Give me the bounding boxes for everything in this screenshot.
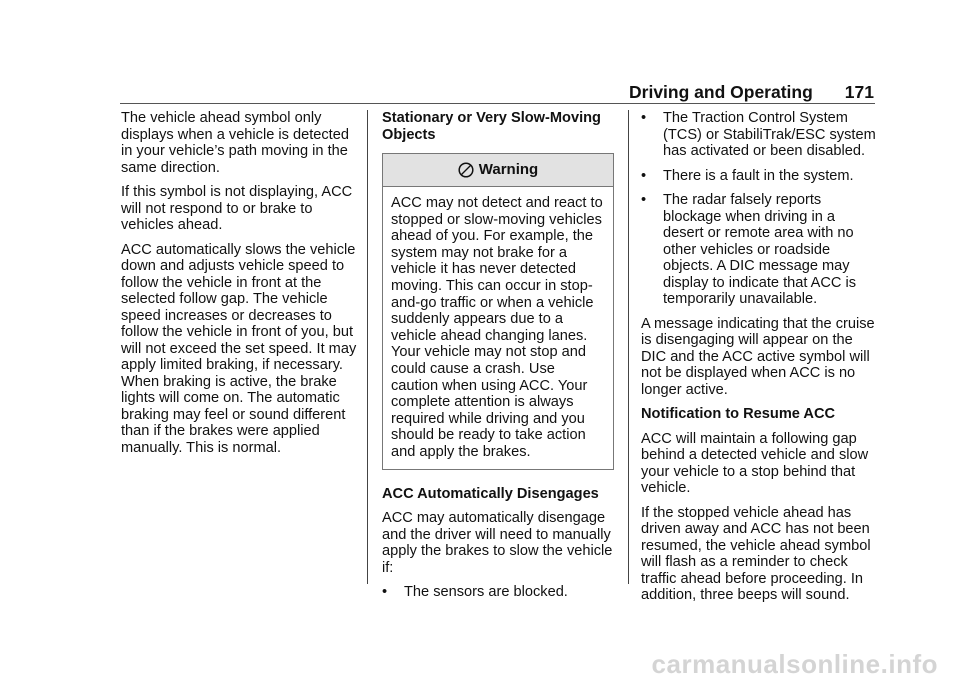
- warning-title: Warning: [478, 160, 539, 178]
- column-divider: [367, 110, 368, 584]
- warning-header: [383, 154, 613, 187]
- warning-text: ACC may not detect and react to stopped or slow-moving vehicles ahead of you. For example, the system may not brake for a vehicle it has never detected moving. This can occur in stop-and-go traffic or when a vehicle suddenly appears due to a vehicle ahead changing lanes. Your vehicle may not stop and could cause a crash. Use caution when using ACC. Your complete attention is always required while driving and you should be ready to take action and apply the brakes.: [391, 195, 603, 460]
- warning-box: [382, 153, 614, 470]
- bullet-text: The Traction Control System (TCS) or StabiliTrak/ESC system has activated or been disabled.: [663, 110, 876, 159]
- bullet-text: The radar falsely reports blockage when driving in a desert or remote area with no other vehicles or roadside objects. A DIC message may display to indicate that ACC is temporarily unavailable.: [663, 192, 857, 307]
- header-divider: [120, 103, 875, 104]
- bullet-marker: •: [382, 584, 388, 600]
- column-divider: [628, 110, 629, 584]
- bullet-marker: •: [641, 167, 647, 184]
- paragraph: ACC will maintain a following gap behind a detected vehicle and slow your vehicle to a stop behind that vehicle.: [641, 430, 869, 496]
- list-item: [641, 192, 877, 308]
- warning-icon: [458, 162, 474, 178]
- paragraph: If the stopped vehicle ahead has driven away and ACC has not been resumed, the vehicle ahead symbol will flash as a reminder to check traffic ahead before proceeding. In addition, three beeps will sound.: [641, 504, 871, 603]
- bullet-marker: •: [641, 192, 647, 208]
- column-3: [641, 110, 877, 612]
- subheading: ACC Automatically Disengages: [382, 485, 599, 502]
- bullet-text: The sensors are blocked.: [404, 584, 568, 600]
- paragraph: If this symbol is not displaying, ACC will not respond to or brake to vehicles ahead.: [121, 184, 353, 233]
- list-item: [382, 584, 614, 601]
- section-title: Driving and Operating: [629, 82, 813, 102]
- column-2: [382, 110, 614, 609]
- bullet-text: There is a fault in the system.: [663, 167, 854, 184]
- watermark: carmanualsonline.info: [651, 649, 938, 679]
- page-number: 171: [844, 82, 874, 102]
- paragraph: ACC may automatically disengage and the driver will need to manually apply the brakes to slow the vehicle if:: [382, 510, 613, 576]
- paragraph: The vehicle ahead symbol only displays when a vehicle is detected in your vehicle’s path moving in the same direction.: [121, 110, 349, 176]
- paragraph: A message indicating that the cruise is disengaging will appear on the DIC and the ACC active symbol will not be displayed when ACC is no longer active.: [641, 315, 875, 398]
- bullet-marker: •: [641, 110, 647, 126]
- subheading: Stationary or Very Slow-Moving Objects: [382, 110, 601, 143]
- page-header: [629, 82, 874, 103]
- column-1: [121, 110, 357, 464]
- list-item: [641, 110, 877, 160]
- paragraph: ACC automatically slows the vehicle down and adjusts vehicle speed to follow the vehicle in front at the selected follow gap. The vehicle speed increases or decreases to follow the vehicle in front of you, but will not exceed the set speed. It may apply limited braking, if necessary. When braking is active, the brake lights will come on. The automatic braking may feel or sound different than if the brakes were applied manually. This is normal.: [121, 241, 357, 456]
- list-item: [641, 168, 877, 185]
- subheading: Notification to Resume ACC: [641, 406, 836, 422]
